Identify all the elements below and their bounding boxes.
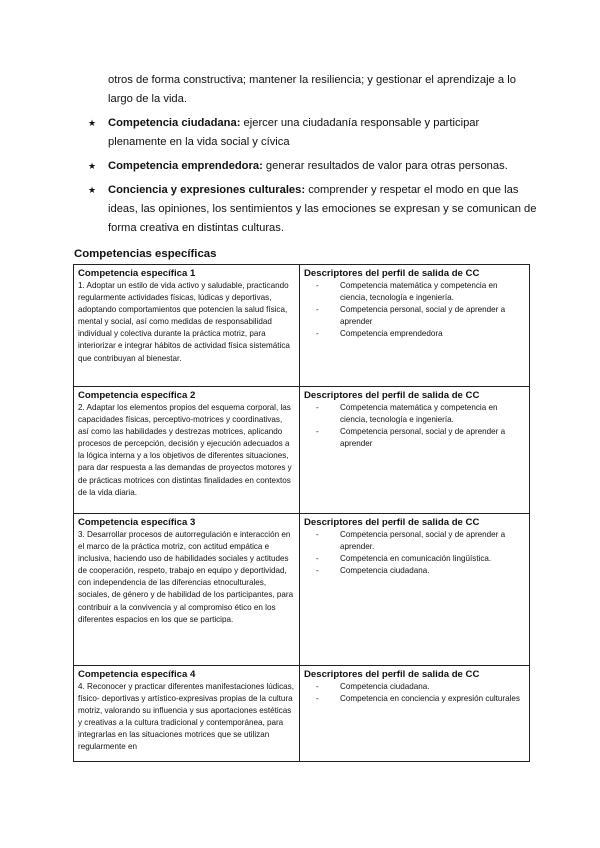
descriptors-title: Descriptores del perfil de salida de CC: [304, 390, 480, 401]
dash-bullet: -: [316, 403, 319, 412]
competence-cell: [74, 265, 300, 387]
bullet-item: [88, 114, 538, 152]
descriptor-item: - Competencia matemática y competencia en ciencia, tecnología e ingeniería.: [316, 281, 498, 303]
dash-bullet: -: [316, 281, 319, 290]
descriptor-item: - Competencia en comunicación lingüística.: [316, 553, 525, 565]
dash-bullet: -: [316, 682, 319, 691]
dash-bullet: -: [316, 694, 319, 704]
bullet-item: [88, 181, 538, 238]
dash-bullet: -: [316, 530, 319, 539]
bullet-text: ejercer una ciudadanía responsable y participar plenamente en la vida social y cívica: [108, 117, 480, 148]
dash-bullet: -: [316, 329, 319, 339]
dash-bullet: -: [316, 566, 319, 576]
table-row: [74, 514, 530, 666]
star-bullet-icon: ★: [88, 118, 97, 128]
descriptors-title: Descriptores del perfil de salida de CC: [304, 268, 480, 279]
dash-bullet: -: [316, 427, 319, 437]
descriptors-list: [304, 280, 525, 340]
star-bullet-icon: ★: [88, 161, 97, 171]
table-row: [74, 265, 530, 387]
descriptors-list: [304, 402, 525, 450]
competence-title: Competencia específica 1: [78, 268, 196, 279]
bullet-term: Conciencia y expresiones culturales:: [108, 184, 306, 196]
bullet-term: Competencia emprendedora:: [108, 160, 263, 172]
descriptor-item: - Competencia personal, social y de aprender a aprender.: [316, 530, 506, 552]
bullet-term: Competencia ciudadana:: [108, 117, 241, 129]
competence-text: 1. Adoptar un estilo de vida activo y saludable, practicando regularmente actividades físicas, lúdicas y deportivas, adoptando comportamientos que potencien la salud física, mental y social, así como medidas de responsabilidad individual y colectiva durante la práctica motriz, para interiorizar e integrar hábitos de actividad física sistemática que contribuyan al bienestar.: [78, 281, 290, 363]
competence-title: Competencia específica 4: [78, 669, 196, 680]
competence-text: 2. Adaptar los elementos propios del esquema corporal, las capacidades físicas, perceptivo-motrices y coordinativas, así como las habilidades y destrezas motrices, aplicando procesos de percepción, decisión y ejecución adecuados a la lógica interna y a los objetivos de diferentes situaciones, para dar respuesta a las demandas de proyectos motores y de prácticas motrices con distintas finalidades en contextos de la vida diaria.: [78, 403, 292, 497]
competence-cell: [74, 666, 300, 762]
descriptors-list: [304, 681, 525, 705]
section-heading: Competencias específicas: [74, 248, 217, 260]
competence-title: Competencia específica 3: [78, 517, 196, 528]
descriptor-item: - Competencia ciudadana.: [316, 681, 525, 693]
bullet-item: [88, 157, 538, 176]
table-row: [74, 387, 530, 514]
descriptors-cell: [300, 387, 530, 514]
continuation-paragraph: otros de forma constructiva; mantener la resiliencia; y gestionar el aprendizaje a lo largo de la vida.: [108, 74, 516, 105]
competencies-table: [73, 264, 530, 762]
descriptors-list: [304, 529, 525, 577]
dash-bullet: -: [316, 305, 319, 315]
descriptor-item: - Competencia en conciencia y expresión culturales: [316, 693, 525, 705]
descriptor-item: - Competencia personal, social y de aprender a aprender: [316, 427, 506, 449]
bullet-text: generar resultados de valor para otras personas.: [262, 160, 508, 172]
star-bullet-icon: ★: [88, 185, 97, 195]
bullet-text: comprender y respetar el modo en que las ideas, las opiniones, los sentimientos y las emociones se expresan y se comunican de forma creativa en distintas culturas.: [108, 184, 537, 234]
descriptors-title: Descriptores del perfil de salida de CC: [304, 517, 480, 528]
table-row: [74, 666, 530, 762]
key-competences-list: [88, 114, 538, 243]
descriptors-title: Descriptores del perfil de salida de CC: [304, 669, 480, 680]
competence-text: 3. Desarrollar procesos de autorregulación e interacción en el marco de la práctica motriz, con actitud empática e inclusiva, haciendo uso de habilidades sociales y actitudes de cooperación, respeto, trabajo en equipo y deportividad, con independencia de las diferencias etnoculturales, sociales, de género y de habilidad de los participantes, para contribuir a la convivencia y al compromiso ético en los diferentes espacios en los que se participa.: [78, 530, 294, 624]
descriptors-cell: [300, 666, 530, 762]
descriptor-item: - Competencia ciudadana.: [316, 565, 525, 577]
competence-title: Competencia específica 2: [78, 390, 196, 401]
descriptors-cell: [300, 265, 530, 387]
descriptor-item: - Competencia personal, social y de aprender a aprender: [316, 305, 506, 327]
competence-text: 4. Reconocer y practicar diferentes manifestaciones lúdicas, físico- deportivas y artístico-expresivas propias de la cultura motriz, valorando su influencia y sus aportaciones estéticas y creativas a la cultura tradicional y contemporánea, para integrarlas en las situaciones motrices que se utilizan regularmente en: [78, 682, 294, 752]
dash-bullet: -: [316, 554, 319, 564]
descriptor-item: - Competencia matemática y competencia en ciencia, tecnología e ingeniería.: [316, 403, 498, 425]
descriptors-cell: [300, 514, 530, 666]
descriptor-item: - Competencia emprendedora: [316, 328, 525, 340]
competence-cell: [74, 387, 300, 514]
competence-cell: [74, 514, 300, 666]
